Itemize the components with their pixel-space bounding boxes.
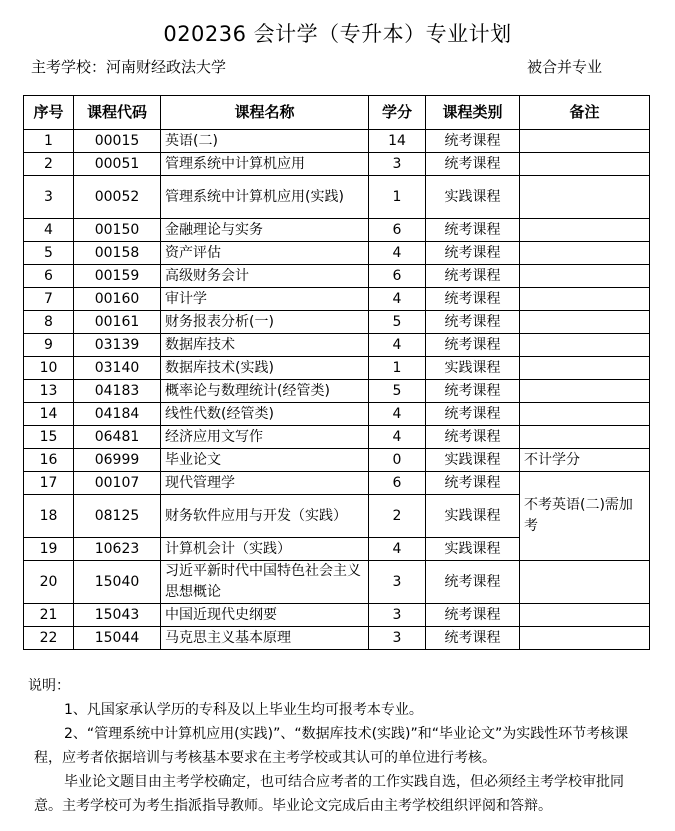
row-name: 英语(二): [161, 130, 369, 153]
note-item-2: 2、“管理系统中计算机应用(实践)”、“数据库技术(实践)”和“毕业论文”为实践性环节考核课程，应考者依据培训与考核基本要求在主考学校或其认可的单位进行考核。: [34, 726, 629, 766]
row-remark: [520, 311, 650, 334]
table-row: [24, 265, 650, 288]
row-no: 4: [24, 219, 74, 242]
row-remark: [520, 288, 650, 311]
row-name: 概率论与数理统计(经管类): [161, 380, 369, 403]
table-header-row: [24, 96, 650, 130]
table-row: [24, 472, 650, 495]
row-credit: 6: [369, 265, 426, 288]
row-credit: 4: [369, 426, 426, 449]
row-code: 03140: [74, 357, 161, 380]
row-type: 实践课程: [426, 176, 520, 219]
table-row: [24, 426, 650, 449]
row-name: 金融理论与实务: [161, 219, 369, 242]
row-type: 统考课程: [426, 604, 520, 627]
row-remark: [520, 265, 650, 288]
row-credit: 3: [369, 604, 426, 627]
row-credit: 4: [369, 288, 426, 311]
note-item-1: 1、凡国家承认学历的专科及以上毕业生均可报考本专业。: [64, 702, 423, 718]
row-type: 统考课程: [426, 561, 520, 604]
row-credit: 3: [369, 561, 426, 604]
row-code: 04184: [74, 403, 161, 426]
table-row: [24, 130, 650, 153]
row-remark: [520, 357, 650, 380]
table-row: [24, 403, 650, 426]
row-name: 数据库技术(实践): [161, 357, 369, 380]
row-credit: 4: [369, 403, 426, 426]
row-type: 实践课程: [426, 538, 520, 561]
table-row: [24, 242, 650, 265]
row-remark: [520, 604, 650, 627]
row-code: 08125: [74, 495, 161, 538]
row-no: 19: [24, 538, 74, 561]
row-type: 统考课程: [426, 403, 520, 426]
table-row: [24, 604, 650, 627]
row-name: 资产评估: [161, 242, 369, 265]
row-name: 现代管理学: [161, 472, 369, 495]
table-row: [24, 219, 650, 242]
row-no: 2: [24, 153, 74, 176]
row-remark: [520, 426, 650, 449]
row-name: 习近平新时代中国特色社会主义思想概论: [161, 561, 369, 604]
row-no: 1: [24, 130, 74, 153]
header-name: 课程名称: [161, 96, 369, 130]
row-credit: 5: [369, 311, 426, 334]
row-type: 实践课程: [426, 357, 520, 380]
row-remark: [520, 130, 650, 153]
row-type: 统考课程: [426, 130, 520, 153]
table-row: [24, 153, 650, 176]
row-no: 14: [24, 403, 74, 426]
row-code: 00052: [74, 176, 161, 219]
header-credit: 学分: [369, 96, 426, 130]
note-item-3: 毕业论文题目由主考学校确定，也可结合应考者的工作实践自选，但必须经主考学校审批同意。主考学校可为考生指派指导教师。毕业论文完成后由主考学校组织评阅和答辩。: [34, 774, 624, 814]
row-credit: 4: [369, 242, 426, 265]
row-name: 经济应用文写作: [161, 426, 369, 449]
row-credit: 6: [369, 472, 426, 495]
row-no: 18: [24, 495, 74, 538]
row-no: 3: [24, 176, 74, 219]
table-row: [24, 288, 650, 311]
row-code: 06481: [74, 426, 161, 449]
row-no: 17: [24, 472, 74, 495]
row-no: 13: [24, 380, 74, 403]
row-name: 数据库技术: [161, 334, 369, 357]
row-name: 计算机会计（实践）: [161, 538, 369, 561]
row-credit: 6: [369, 219, 426, 242]
row-type: 统考课程: [426, 311, 520, 334]
table-row: [24, 627, 650, 650]
row-no: 7: [24, 288, 74, 311]
table-row: [24, 176, 650, 219]
row-no: 9: [24, 334, 74, 357]
row-code: 04183: [74, 380, 161, 403]
row-remark: [520, 627, 650, 650]
row-code: 00107: [74, 472, 161, 495]
row-code: 10623: [74, 538, 161, 561]
school-label: 主考学校：河南财经政法大学: [31, 58, 227, 76]
row-no: 22: [24, 627, 74, 650]
header-type: 课程类别: [426, 96, 520, 130]
row-credit: 3: [369, 627, 426, 650]
row-remark-merged: 不考英语(二)需加考: [520, 472, 650, 561]
row-credit: 0: [369, 449, 426, 472]
row-code: 00159: [74, 265, 161, 288]
table-row: [24, 334, 650, 357]
row-name: 管理系统中计算机应用(实践): [161, 176, 369, 219]
row-code: 15040: [74, 561, 161, 604]
row-code: 06999: [74, 449, 161, 472]
row-type: 统考课程: [426, 627, 520, 650]
row-credit: 1: [369, 176, 426, 219]
row-remark: [520, 561, 650, 604]
row-credit: 5: [369, 380, 426, 403]
notes-title: 说明：: [28, 678, 70, 694]
row-credit: 1: [369, 357, 426, 380]
row-credit: 3: [369, 153, 426, 176]
row-remark: [520, 176, 650, 219]
row-type: 统考课程: [426, 242, 520, 265]
row-type: 统考课程: [426, 219, 520, 242]
row-code: 03139: [74, 334, 161, 357]
table-row: [24, 380, 650, 403]
row-no: 21: [24, 604, 74, 627]
row-no: 6: [24, 265, 74, 288]
row-code: 00051: [74, 153, 161, 176]
row-code: 15043: [74, 604, 161, 627]
row-no: 15: [24, 426, 74, 449]
header-code: 课程代码: [74, 96, 161, 130]
row-code: 00160: [74, 288, 161, 311]
row-name: 管理系统中计算机应用: [161, 153, 369, 176]
row-name: 审计学: [161, 288, 369, 311]
row-name: 线性代数(经管类): [161, 403, 369, 426]
row-no: 20: [24, 561, 74, 604]
table-row: [24, 561, 650, 604]
row-name: 财务报表分析(一): [161, 311, 369, 334]
row-type: 统考课程: [426, 380, 520, 403]
row-name: 中国近现代史纲要: [161, 604, 369, 627]
row-code: 00158: [74, 242, 161, 265]
row-name: 高级财务会计: [161, 265, 369, 288]
row-remark: [520, 153, 650, 176]
row-type: 统考课程: [426, 265, 520, 288]
row-no: 16: [24, 449, 74, 472]
row-type: 统考课程: [426, 288, 520, 311]
row-no: 5: [24, 242, 74, 265]
course-table: [23, 95, 650, 650]
row-credit: 14: [369, 130, 426, 153]
row-type: 统考课程: [426, 334, 520, 357]
row-type: 统考课程: [426, 426, 520, 449]
row-remark: [520, 380, 650, 403]
row-remark: [520, 242, 650, 265]
row-name: 财务软件应用与开发（实践）: [161, 495, 369, 538]
row-name: 马克思主义基本原理: [161, 627, 369, 650]
row-remark: 不计学分: [520, 449, 650, 472]
row-code: 00161: [74, 311, 161, 334]
row-remark: [520, 219, 650, 242]
table-row: [24, 311, 650, 334]
table-row: [24, 357, 650, 380]
row-code: 00150: [74, 219, 161, 242]
page-title: 020236 会计学（专升本）专业计划: [163, 22, 512, 46]
row-credit: 2: [369, 495, 426, 538]
row-remark: [520, 403, 650, 426]
row-name: 毕业论文: [161, 449, 369, 472]
merged-note: 被合并专业: [527, 58, 603, 76]
header-remark: 备注: [520, 96, 650, 130]
table-row: [24, 449, 650, 472]
row-no: 8: [24, 311, 74, 334]
row-code: 15044: [74, 627, 161, 650]
row-credit: 4: [369, 538, 426, 561]
notes-section: [0, 674, 675, 818]
row-type: 统考课程: [426, 472, 520, 495]
row-type: 实践课程: [426, 449, 520, 472]
row-credit: 4: [369, 334, 426, 357]
row-code: 00015: [74, 130, 161, 153]
row-type: 实践课程: [426, 495, 520, 538]
row-type: 统考课程: [426, 153, 520, 176]
row-remark: [520, 334, 650, 357]
row-no: 10: [24, 357, 74, 380]
header-no: 序号: [24, 96, 74, 130]
